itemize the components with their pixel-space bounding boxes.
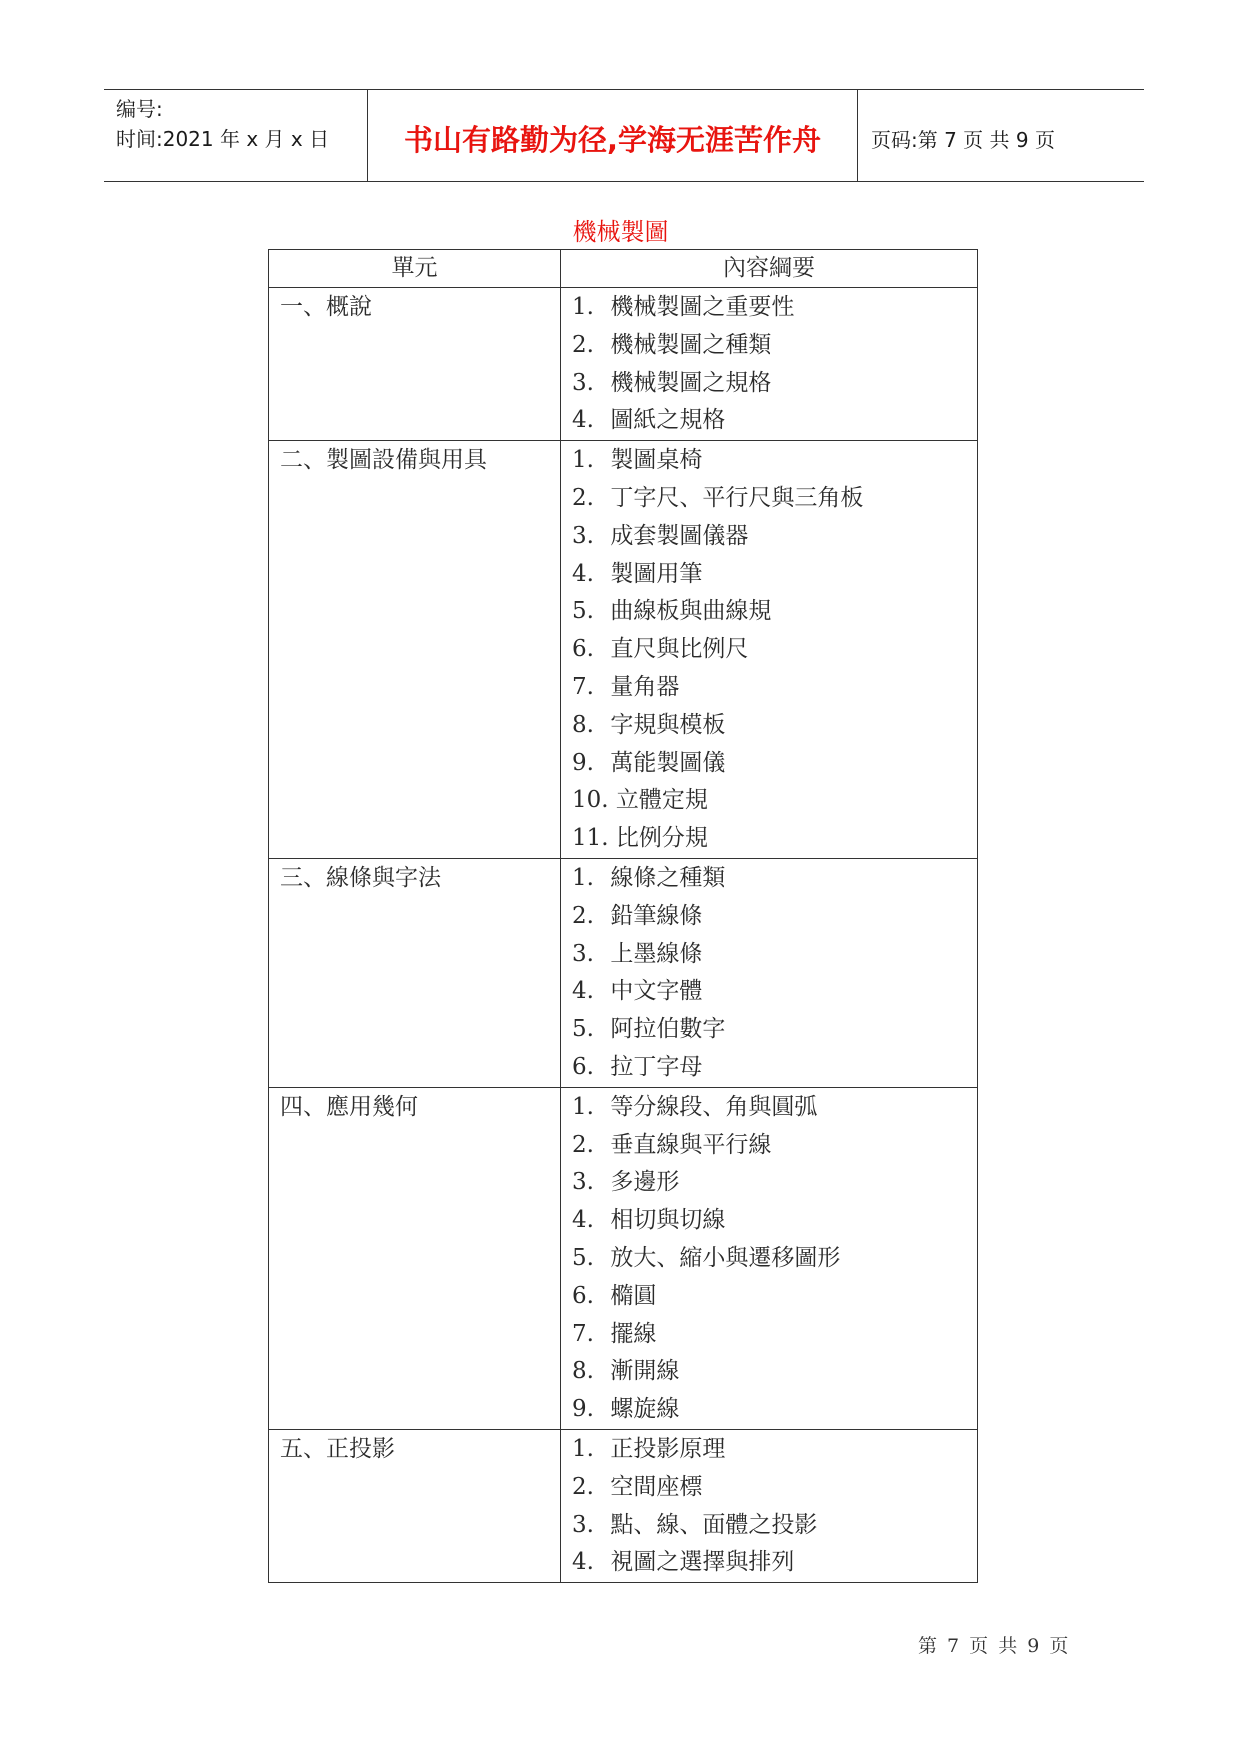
outline-item <box>561 782 977 820</box>
outline-item <box>561 1011 977 1049</box>
outline-item <box>561 898 977 936</box>
outline-item <box>561 518 977 556</box>
header-page-info: 页码:第 7 页 共 9 页 <box>871 128 1055 152</box>
outline-item-number: 1. <box>572 1435 594 1462</box>
outline-item-number: 4. <box>572 978 594 1005</box>
page-footer: 第 7 页 共 9 页 <box>918 1635 1069 1657</box>
page-header <box>104 89 1144 182</box>
outline-item-number: 5. <box>572 1244 594 1271</box>
outline-item <box>561 402 977 440</box>
outline-item <box>561 593 977 631</box>
outline-item-text: 曲線板與曲線規 <box>610 598 772 625</box>
outline-item-number: 8. <box>572 711 594 738</box>
outline-item-text: 視圖之選擇與排列 <box>610 1549 795 1576</box>
outline-item <box>561 1240 977 1278</box>
outline-item-number: 5. <box>572 1016 594 1043</box>
outline-item <box>561 860 977 898</box>
outline-item-number: 4. <box>572 1207 594 1234</box>
outline-item-number: 3. <box>572 1511 594 1538</box>
table-row <box>269 858 978 1087</box>
outline-item-number: 10. <box>572 787 609 814</box>
outline-item <box>561 707 977 745</box>
outline-item-text: 多邊形 <box>610 1169 680 1196</box>
outline-item-text: 量角器 <box>610 673 680 700</box>
outline-item-text: 擺線 <box>610 1320 657 1347</box>
table-row <box>269 1087 978 1429</box>
outline-item <box>561 1164 977 1202</box>
outline-item-number: 3. <box>572 369 594 396</box>
outline-item-number: 6. <box>572 636 594 663</box>
table-body <box>269 288 978 1583</box>
unit-cell: 五、正投影 <box>269 1429 561 1582</box>
unit-cell: 二、製圖設備與用具 <box>269 441 561 859</box>
outline-item-number: 11. <box>572 825 609 852</box>
outline-item-number: 3. <box>572 522 594 549</box>
time-label: 时间:2021 年 x 月 x 日 <box>116 127 330 151</box>
outline-item <box>561 669 977 707</box>
outline-item-text: 機械製圖之規格 <box>610 369 772 396</box>
outline-item-text: 萬能製圖儀 <box>610 749 726 776</box>
outline-item-text: 空間座標 <box>610 1473 703 1500</box>
header-meta <box>104 90 368 181</box>
outline-item-text: 比例分規 <box>615 825 708 852</box>
outline-cell <box>561 441 978 859</box>
outline-item-text: 垂直線與平行線 <box>610 1131 772 1158</box>
outline-item-number: 9. <box>572 1396 594 1423</box>
outline-item <box>561 1469 977 1507</box>
outline-item <box>561 289 977 327</box>
outline-item-text: 製圖用筆 <box>610 560 703 587</box>
outline-item-number: 7. <box>572 673 594 700</box>
column-header-unit: 單元 <box>269 250 561 288</box>
syllabus-table <box>268 249 978 1583</box>
outline-item-text: 製圖桌椅 <box>610 447 703 474</box>
outline-item-number: 6. <box>572 1053 594 1080</box>
outline-item-text: 中文字體 <box>610 978 703 1005</box>
outline-item-number: 2. <box>572 902 594 929</box>
outline-item-text: 放大、縮小與遷移圖形 <box>610 1244 841 1271</box>
outline-item-number: 2. <box>572 484 594 511</box>
header-motto: 书山有路勤为径,学海无涯苦作舟 <box>368 90 858 181</box>
outline-item <box>561 327 977 365</box>
outline-item <box>561 442 977 480</box>
column-header-outline: 內容綱要 <box>561 250 978 288</box>
outline-item <box>561 1544 977 1582</box>
outline-item-number: 9. <box>572 749 594 776</box>
outline-item <box>561 1127 977 1165</box>
table-row <box>269 1429 978 1582</box>
outline-item <box>561 1391 977 1429</box>
outline-item <box>561 1353 977 1391</box>
outline-item-text: 阿拉伯數字 <box>610 1016 726 1043</box>
outline-item-text: 正投影原理 <box>610 1435 726 1462</box>
outline-item-number: 1. <box>572 447 594 474</box>
outline-item-text: 螺旋線 <box>610 1396 680 1423</box>
outline-item <box>561 1507 977 1545</box>
outline-item-number: 6. <box>572 1282 594 1309</box>
outline-item <box>561 631 977 669</box>
document-title: 機械製圖 <box>572 218 669 246</box>
outline-item-text: 字規與模板 <box>610 711 726 738</box>
outline-item-number: 2. <box>572 1473 594 1500</box>
outline-item <box>561 480 977 518</box>
unit-cell: 四、應用幾何 <box>269 1087 561 1429</box>
outline-item <box>561 1316 977 1354</box>
table-header-row <box>269 250 978 288</box>
outline-cell <box>561 858 978 1087</box>
unit-cell: 一、概說 <box>269 288 561 441</box>
outline-item-text: 立體定規 <box>615 787 708 814</box>
outline-item-number: 1. <box>572 1093 594 1120</box>
outline-item-text: 拉丁字母 <box>610 1053 703 1080</box>
table-row <box>269 441 978 859</box>
outline-item-number: 8. <box>572 1358 594 1385</box>
outline-item-text: 線條之種類 <box>610 864 726 891</box>
outline-item-number: 1. <box>572 294 594 320</box>
table-row <box>269 288 978 441</box>
outline-item <box>561 1049 977 1087</box>
outline-item <box>561 973 977 1011</box>
outline-item-text: 相切與切線 <box>610 1207 726 1234</box>
outline-item-number: 2. <box>572 1131 594 1158</box>
outline-item-number: 1. <box>572 864 594 891</box>
outline-item-text: 鉛筆線條 <box>610 902 703 929</box>
outline-item-number: 2. <box>572 331 594 358</box>
outline-item-text: 圖紙之規格 <box>610 407 726 434</box>
outline-item-text: 機械製圖之重要性 <box>610 294 795 320</box>
outline-item <box>561 1089 977 1127</box>
outline-item <box>561 556 977 594</box>
outline-item-number: 4. <box>572 560 594 587</box>
outline-item <box>561 365 977 403</box>
outline-item-text: 點、線、面體之投影 <box>610 1511 818 1538</box>
outline-item <box>561 1202 977 1240</box>
outline-item <box>561 820 977 858</box>
outline-item-number: 5. <box>572 598 594 625</box>
outline-item-text: 成套製圖儀器 <box>610 522 749 549</box>
outline-cell <box>561 288 978 441</box>
outline-item-text: 丁字尺、平行尺與三角板 <box>610 484 864 511</box>
outline-item-text: 等分線段、角與圓弧 <box>610 1093 818 1120</box>
outline-item-text: 機械製圖之種類 <box>610 331 772 358</box>
outline-item-text: 橢圓 <box>610 1282 657 1309</box>
outline-cell <box>561 1087 978 1429</box>
outline-item-number: 4. <box>572 1549 594 1576</box>
outline-item-number: 3. <box>572 1169 594 1196</box>
outline-item <box>561 936 977 974</box>
outline-cell <box>561 1429 978 1582</box>
outline-item-number: 3. <box>572 940 594 967</box>
outline-item-text: 漸開線 <box>610 1358 680 1385</box>
outline-item <box>561 1431 977 1469</box>
unit-cell: 三、線條與字法 <box>269 858 561 1087</box>
outline-item-text: 上墨線條 <box>610 940 703 967</box>
outline-item <box>561 1278 977 1316</box>
number-label: 编号: <box>116 97 163 121</box>
outline-item-text: 直尺與比例尺 <box>610 636 749 663</box>
outline-item-number: 4. <box>572 407 594 434</box>
outline-item <box>561 745 977 783</box>
outline-item-number: 7. <box>572 1320 594 1347</box>
